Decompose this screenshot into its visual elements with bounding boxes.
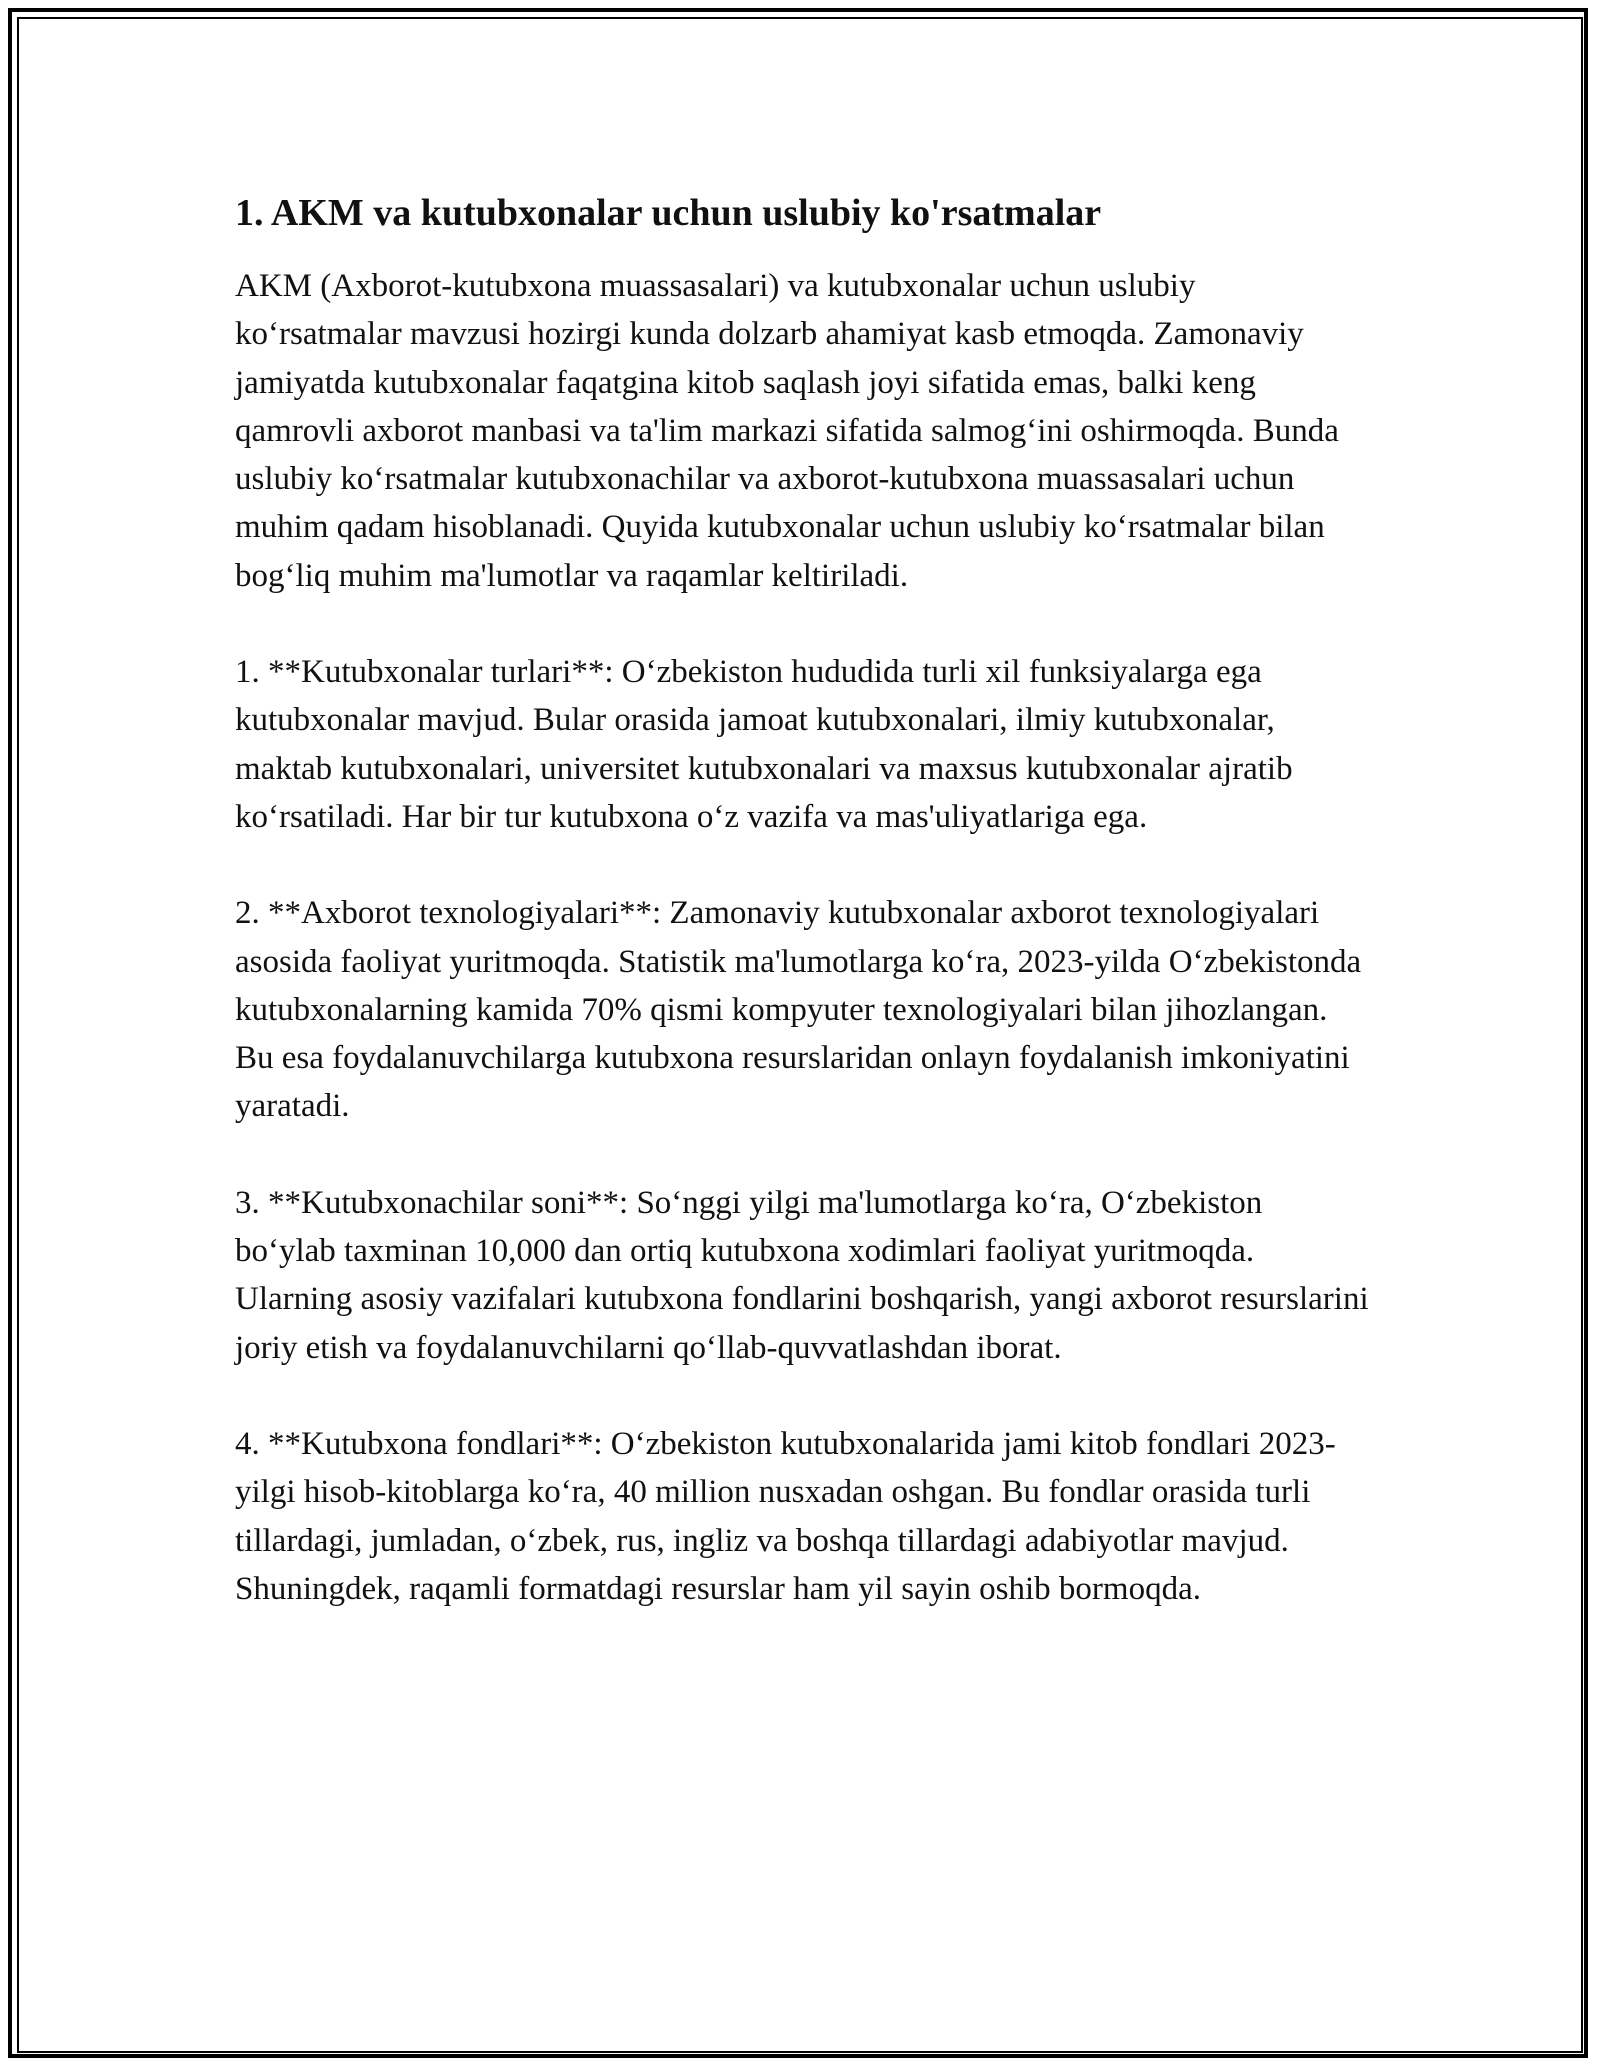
section-heading: 1. AKM va kutubxonalar uchun uslubiy ko'rsatmalar — [235, 192, 1102, 234]
document-body — [235, 188, 1370, 1661]
paragraph-library-types: 1. **Kutubxonalar turlari**: O‘zbekiston hududida turli xil funksiyalarga ega kutubxonalar mavjud. Bular orasida jamoat kutubxonalari, ilmiy kutubxonalar, maktab kutubxonalari, universitet kutubxonalari va maxsus kutubxonalar ajratib ko‘rsatiladi. Har bir tur kutubxona o‘z vazifa va mas'uliyatlariga ega. — [235, 654, 1293, 835]
paragraph-library-collections: 4. **Kutubxona fondlari**: O‘zbekiston kutubxonalarida jami kitob fondlari 2023-yilgi hisob-kitoblarga ko‘ra, 40 million nusxadan oshgan. Bu fondlar orasida turli tillardagi, jumladan, o‘zbek, rus, ingliz va boshqa tillardagi adabiyotlar mavjud. Shuningdek, raqamli formatdagi resurslar ham yil sayin oshib bormoqda. — [235, 1425, 1336, 1607]
intro-paragraph: AKM (Axborot-kutubxona muassasalari) va kutubxonalar uchun uslubiy ko‘rsatmalar mavzusi hozirgi kunda dolzarb ahamiyat kasb etmoqda. Zamonaviy jamiyatda kutubxonalar faqatgina kitob saqlash joyi sifatida emas, balki keng qamrovli axborot manbasi va ta'lim markazi sifatida salmog‘ini oshirmoqda. Bunda uslubiy ko‘rsatmalar kutubxonachilar va axborot-kutubxona muassasalari uchun muhim qadam hisoblanadi. Quyida kutubxonalar uchun uslubiy ko‘rsatmalar bilan bog‘liq muhim ma'lumotlar va raqamlar keltiriladi. — [235, 268, 1339, 594]
paragraph-information-technology: 2. **Axborot texnologiyalari**: Zamonaviy kutubxonalar axborot texnologiyalari asosida faoliyat yuritmoqda. Statistik ma'lumotlarga ko‘ra, 2023-yilda O‘zbekistonda kutubxonalarning kamida 70% qismi kompyuter texnologiyalari bilan jihozlangan. Bu esa foydalanuvchilarga kutubxona resurslaridan onlayn foydalanish imkoniyatini yaratadi. — [235, 895, 1362, 1125]
paragraph-librarian-count: 3. **Kutubxonachilar soni**: So‘nggi yilgi ma'lumotlarga ko‘ra, O‘zbekiston bo‘ylab taxminan 10,000 dan ortiq kutubxona xodimlari faoliyat yuritmoqda. Ularning asosiy vazifalari kutubxona fondlarini boshqarish, yangi axborot resurslarini joriy etish va foydalanuvchilarni qo‘llab-quvvatlashdan iborat. — [235, 1184, 1369, 1366]
